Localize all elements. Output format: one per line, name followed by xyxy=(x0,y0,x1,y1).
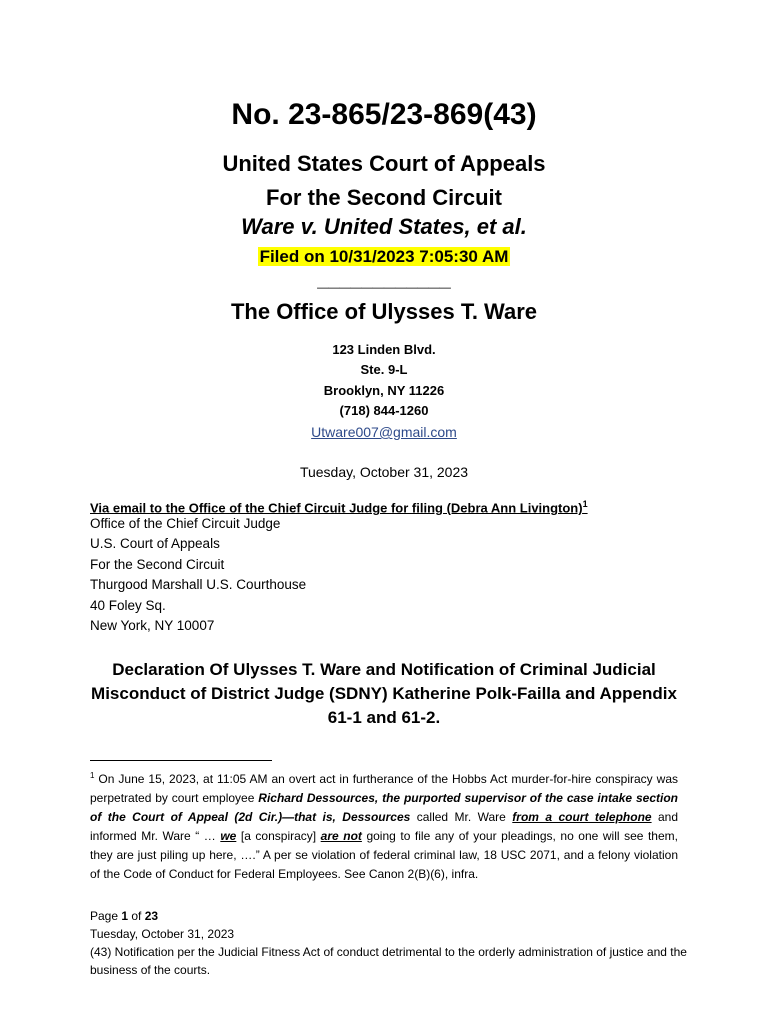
circuit-name: For the Second Circuit xyxy=(266,185,502,210)
filed-stamp: Filed on 10/31/2023 7:05:30 AM xyxy=(259,247,509,266)
footnote-ref[interactable]: 1 xyxy=(582,499,588,509)
letter-date: Tuesday, October 31, 2023 xyxy=(299,464,469,480)
recipient-line: For the Second Circuit xyxy=(90,557,225,572)
docket-number: No. 23-865/23-869(43) xyxy=(231,98,537,131)
footnote-separator xyxy=(90,760,272,761)
footnote-emphasis: Richard Dessources, the purported supervisor of the case intake section of the Court of Appeal (2d Cir.)—that is, Dessources xyxy=(90,791,678,824)
page-indicator xyxy=(90,907,690,925)
recipient-line: U.S. Court of Appeals xyxy=(90,536,220,551)
address-street: 123 Linden Blvd. xyxy=(332,342,436,357)
page-prefix: Page xyxy=(90,909,122,923)
declaration-title: Declaration Of Ulysses T. Ware and Notification of Criminal Judicial Misconduct of District Judge (SDNY) Katherine Polk-Failla and Appendix 61-1 and 61-2. xyxy=(91,660,677,727)
recipient-line: New York, NY 10007 xyxy=(90,618,215,633)
recipient-line: Office of the Chief Circuit Judge xyxy=(90,516,281,531)
footnote-text: going to file any of your pleadings, no one will see them, they are just piling up here, ….” A per se violation of federal criminal law, 18 USC 2071, and a felony violation of the Code of Conduct for Federal Employees. See Canon 2(B)(6), infra. xyxy=(90,829,678,881)
footnote-emphasis: from a court telephone xyxy=(512,810,652,824)
page-number: 1 xyxy=(121,909,129,923)
page-of: of xyxy=(128,909,145,923)
footnote-emphasis: we xyxy=(220,829,237,843)
footnote-text: On June 15, 2023, at 11:05 AM an overt act in furtherance of the Hobbs Act murder-for-hire conspiracy was perpetrated by court employee xyxy=(90,772,678,805)
email-line xyxy=(0,422,768,442)
footnote-number: 1 xyxy=(90,771,95,780)
address-city: Brooklyn, NY 11226 xyxy=(323,383,445,398)
footer-note: (43) Notification per the Judicial Fitness Act of conduct detrimental to the orderly administration of justice and the business of the courts. xyxy=(90,945,687,977)
footnote-text: called Mr. Ware xyxy=(410,810,513,824)
footnote-text: and informed Mr. Ware “ … xyxy=(90,810,679,843)
address-phone: (718) 844-1260 xyxy=(339,403,429,418)
court-name: United States Court of Appeals xyxy=(222,151,546,176)
filed-stamp-line xyxy=(0,246,768,268)
footnote xyxy=(90,766,678,884)
footer-date: Tuesday, October 31, 2023 xyxy=(90,927,235,941)
recipient-line: 40 Foley Sq. xyxy=(90,598,166,613)
address-suite: Ste. 9-L xyxy=(360,362,408,377)
via-text: Via email to the Office of the Chief Circuit Judge for filing (Debra Ann Livington) xyxy=(90,500,583,516)
email-link[interactable]: Utware007@gmail.com xyxy=(311,424,457,440)
page-total: 23 xyxy=(144,909,159,923)
office-name: The Office of Ulysses T. Ware xyxy=(230,299,538,324)
separator-rule: ____________ xyxy=(317,269,451,291)
footnote-emphasis: are not xyxy=(320,829,362,843)
footnote-text: [a conspiracy] xyxy=(236,829,321,843)
case-caption: Ware v. United States, et al. xyxy=(241,214,527,239)
recipient-line: Thurgood Marshall U.S. Courthouse xyxy=(90,577,307,592)
